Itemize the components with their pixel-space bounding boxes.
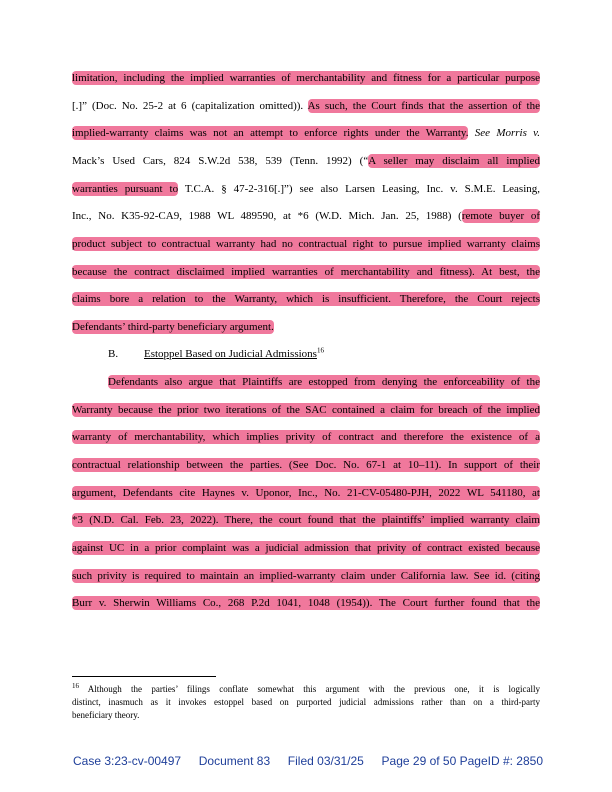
body-line: [.]” (Doc. No. 25-2 at 6 (capitalization omitted)). As such, the Court finds that the assertion of the <box>72 100 540 112</box>
filing-footer <box>73 754 543 768</box>
body-line: claims bore a relation to the Warranty, which is insufficient. Therefore, the Court rejects <box>72 293 540 305</box>
footnote-line: distinct, inasmuch as it invokes estoppel based on purported judicial admissions rather than on a third-party <box>72 697 540 707</box>
filed-date: Filed 03/31/25 <box>287 754 364 768</box>
body-line: because the contract disclaimed implied warranties of merchantability and fitness). At best, the <box>72 266 540 278</box>
body-line: Warranty because the prior two iterations of the SAC contained a claim for breach of the implied <box>72 404 540 416</box>
body-line: such privity is required to maintain an implied-warranty claim under California law. See id. (citing <box>72 570 540 582</box>
body-line: Defendants’ third-party beneficiary argument. <box>72 321 274 333</box>
footnote-number: 16 <box>72 682 79 690</box>
body-line: Inc., No. K35-92-CA9, 1988 WL 489590, at *6 (W.D. Mich. Jan. 25, 1988) (remote buyer of <box>72 210 541 222</box>
body-line: Mack’s Used Cars, 824 S.W.2d 538, 539 (Tenn. 1992) (“A seller may disclaim all implied <box>72 155 540 167</box>
body-line: warranty of merchantability, which implies privity of contract and therefore the existence of a <box>72 431 540 443</box>
footnote-divider <box>72 676 216 677</box>
section-letter: B. <box>108 348 119 360</box>
footnote-line: beneficiary theory. <box>72 710 140 720</box>
body-line: against UC in a prior complaint was a judicial admission that privity of contract existed because <box>72 542 540 554</box>
body-line: warranties pursuant to T.C.A. § 47-2-316[.]”) see also Larsen Leasing, Inc. v. S.M.E. Leasing, <box>72 183 541 195</box>
document-number: Document 83 <box>198 754 271 768</box>
body-line: Defendants also argue that Plaintiffs are estopped from denying the enforceability of the <box>108 376 540 388</box>
case-number: Case 3:23-cv-00497 <box>73 754 182 768</box>
body-line: argument, Defendants cite Haynes v. Uponor, Inc., No. 21-CV-05480-PJH, 2022 WL 541180, at <box>72 487 540 499</box>
body-line: implied-warranty claims was not an attempt to enforce rights under the Warranty. See Morris v. <box>72 127 540 139</box>
section-heading: Estoppel Based on Judicial Admissions$^{16}$ <box>144 346 324 360</box>
footnote-ref: 16 <box>316 346 324 355</box>
body-line: Burr v. Sherwin Williams Co., 268 P.2d 1041, 1048 (1954)). The Court further found that the <box>72 597 540 609</box>
page-info: Page 29 of 50 PageID #: 2850 <box>381 754 543 768</box>
body-line: product subject to contractual warranty had no contractual right to pursue implied warranty claims <box>72 238 540 250</box>
body-line: contractual relationship between the parties. (See Doc. No. 67-1 at 10–11). In support of their <box>72 459 540 471</box>
body-line: *3 (N.D. Cal. Feb. 23, 2022). There, the court found that the plaintiffs’ implied warranty claim <box>72 514 540 526</box>
body-line: limitation, including the implied warranties of merchantability and fitness for a particular purpose <box>72 72 540 84</box>
footnote-line: $^{16}$ Although the parties’ filings conflate somewhat this argument with the previous one, it is logically <box>72 682 540 694</box>
